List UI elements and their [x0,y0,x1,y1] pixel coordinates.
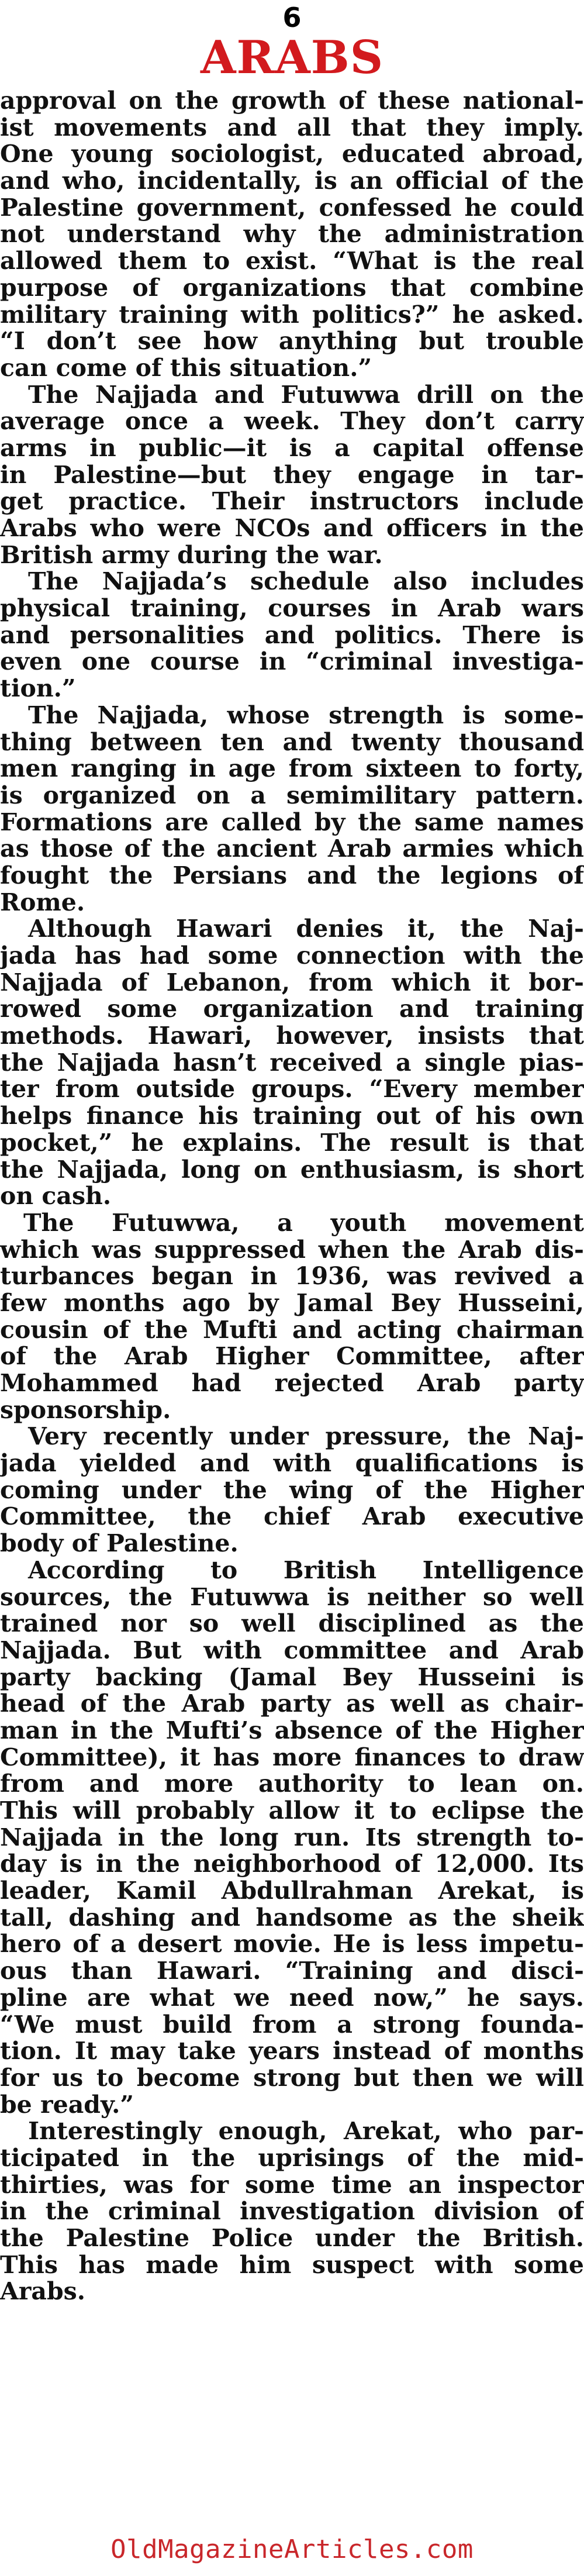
article-line: British army during the war. [0,540,383,569]
article-line: arms in public—it is a capital offense [0,433,584,462]
article-line: be ready.” [0,2090,134,2119]
article-line: Najjada in the long run. Its strength to- [0,1823,584,1851]
section-header: ARABS [200,31,384,84]
article-line: pline are what we need now,” he says. [0,1983,584,2012]
article-line: helps finance his training out of his own [0,1102,584,1130]
article-line: The Futuwwa, a youth movement [23,1208,584,1237]
article-line: rowed some organization and training [0,995,584,1023]
article-line: This has made him suspect with some [0,2250,584,2279]
article-line: One young sociologist, educated abroad, [0,140,584,168]
article-line: Formations are called by the same names [0,808,584,836]
article-line: purpose of organizations that combine [0,273,584,302]
article-line: Interestingly enough, Arekat, who par- [28,2117,584,2146]
article-line: Najjada of Lebanon, from which it bor- [0,968,584,996]
article-line: Arabs. [0,2277,86,2306]
article-line: tion.” [0,674,76,703]
article-line: body of Palestine. [0,1529,239,1558]
article-line: Arabs who were NCOs and officers in the [0,514,584,542]
article-line: tall, dashing and handsome as the sheik [0,1903,584,1932]
article-line: party backing (Jamal Bey Husseini is [0,1663,584,1691]
article-line: Palestine government, confessed he could [0,193,584,222]
article-line: man in the Mufti’s absence of the Higher [0,1716,584,1744]
article-line: The Najjada and Futuwwa drill on the [28,380,584,409]
article-line: Najjada. But with committee and Arab [0,1636,584,1664]
article-line: and who, incidentally, is an official of the [0,167,584,195]
article-line: allowed them to exist. “What is the real [0,247,584,275]
article-line: approval on the growth of these national- [0,87,584,115]
article-line: from and more authority to lean on. [0,1770,584,1798]
article-line: in the criminal investigation division of [0,2197,584,2226]
article-line: is organized on a semimilitary pattern. [0,781,584,809]
article-line: average once a week. They don’t carry [0,407,584,436]
article-line: men ranging in age from sixteen to forty, [0,754,584,783]
article-line: the Najjada, long on enthusiasm, is short [0,1155,584,1184]
article-line: hero of a desert movie. He is less impetu- [0,1930,584,1958]
article-line: Very recently under pressure, the Naj- [28,1422,584,1451]
article-line: Although Hawari denies it, the Naj- [28,915,584,943]
article-line: get practice. Their instructors include [0,487,584,516]
article-line: Mohammed had rejected Arab party [0,1369,584,1397]
article-line: which was suppressed when the Arab dis- [0,1235,584,1264]
article-line: This will probably allow it to eclipse the [0,1796,584,1825]
footer-site-name[interactable]: OldMagazineArticles.com [110,2534,474,2564]
article-line: “I don’t see how anything but trouble [0,327,584,356]
article-line: as those of the ancient Arab armies which [0,834,584,863]
article-line: tion. It may take years instead of months [0,2037,584,2065]
article-line: sources, the Futuwwa is neither so well [0,1582,584,1611]
article-line: of the Arab Higher Committee, after [0,1342,584,1371]
article-line: turbances began in 1936, was revived a [0,1262,584,1291]
article-line: The Najjada’s schedule also includes [28,567,584,596]
article-line: for us to become strong but then we will [0,2063,584,2092]
article-line: even one course in “criminal investiga- [0,647,584,676]
article-line: cousin of the Mufti and acting chairman [0,1315,584,1344]
article-line: ist movements and all that they imply. [0,113,584,142]
article-line: jada yielded and with qualifications is [0,1449,584,1478]
article-line: Rome. [0,888,85,916]
article-line: ter from outside groups. “Every member [0,1075,584,1103]
article-line: day is in the neighborhood of 12,000. Its [0,1850,584,1878]
article-line: ticipated in the uprisings of the mid- [0,2143,584,2172]
article-line: Committee, the chief Arab executive [0,1502,584,1531]
article-line: thirties, was for some time an inspector [0,2170,584,2199]
article-line: can come of this situation.” [0,353,372,382]
article-line: jada has had some connection with the [0,942,584,970]
article-line: the Najjada hasn’t received a single pias- [0,1048,584,1077]
article-line: According to British Intelligence [28,1556,584,1584]
article-line: trained nor so well disciplined as the [0,1609,584,1638]
article-line: leader, Kamil Abdullrahman Arekat, is [0,1877,584,1905]
article-line: military training with politics?” he asked. [0,300,584,329]
article-line: sponsorship. [0,1395,171,1424]
article-line: Committee), it has more finances to draw [0,1743,584,1771]
article-line: “We must build from a strong founda- [0,2010,584,2039]
article-line: coming under the wing of the Higher [0,1475,584,1504]
article-line: few months ago by Jamal Bey Husseini, [0,1288,584,1317]
article-line: The Najjada, whose strength is some- [28,701,584,729]
article-line: thing between ten and twenty thousand [0,727,584,756]
article-body [0,88,584,2305]
article-line: the Palestine Police under the British. [0,2224,584,2252]
article-line: ous than Hawari. “Training and disci- [0,1957,584,1985]
article-line: head of the Arab party as well as chair- [0,1689,584,1718]
article-line: methods. Hawari, however, insists that [0,1022,584,1050]
article-line: pocket,” he explains. The result is that [0,1128,584,1157]
article-line: in Palestine—but they engage in tar- [0,460,584,489]
article-line: not understand why the administration [0,220,584,249]
article-line: on cash. [0,1182,112,1211]
article-line: and personalities and politics. There is [0,620,584,649]
article-line: physical training, courses in Arab wars [0,594,584,623]
page-number: 6 [282,2,302,33]
article-line: fought the Persians and the legions of [0,861,584,889]
